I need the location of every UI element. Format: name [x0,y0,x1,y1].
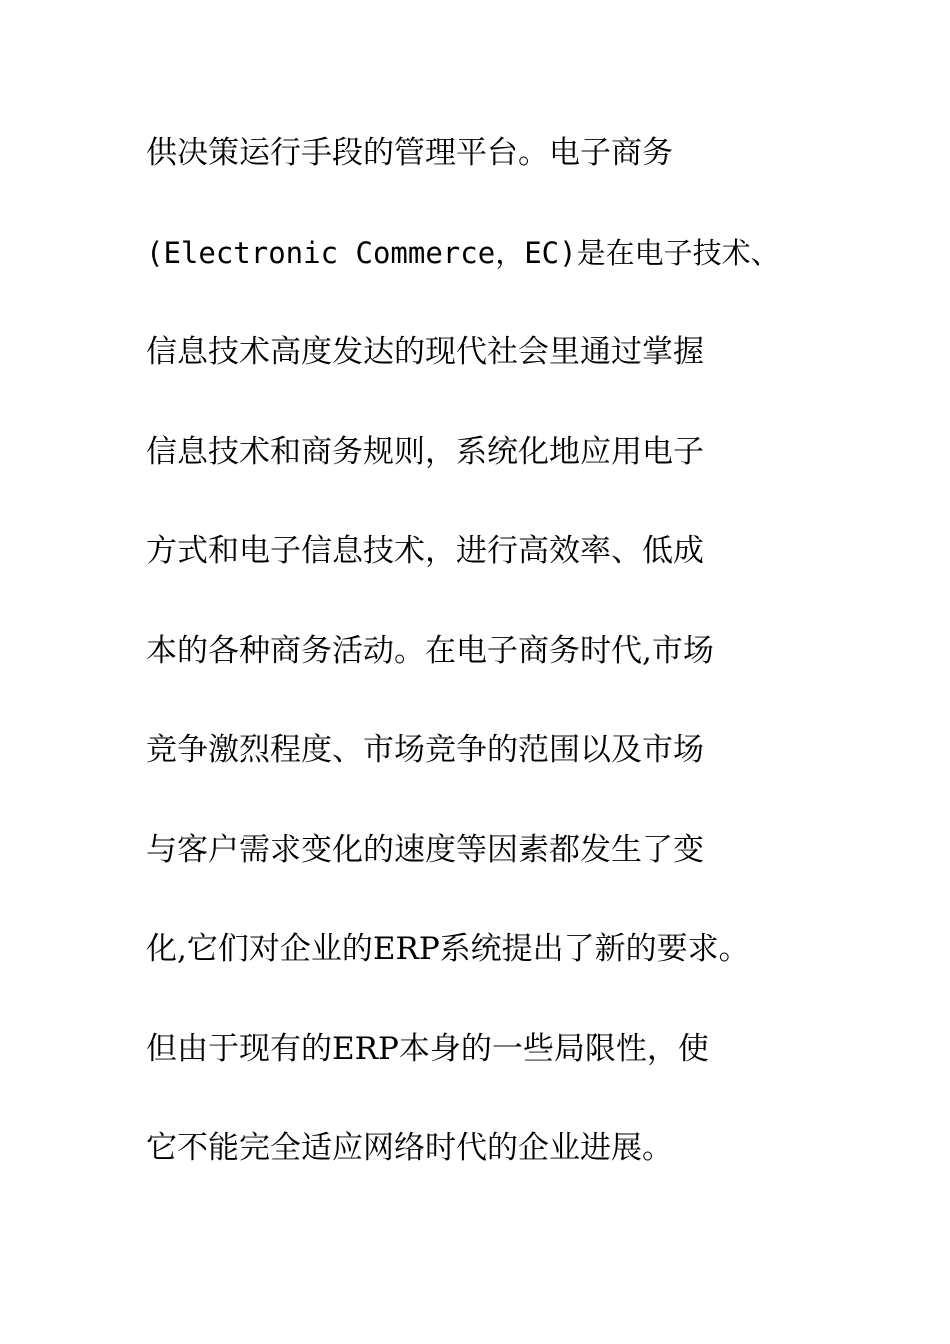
text-line: 但由于现有的ERP本身的一些局限性，使 [146,1030,709,1067]
text-line: 与客户需求变化的速度等因素都发生了变 [146,831,704,868]
text-line: 化,它们对企业的ERP系统提出了新的要求。 [146,931,750,967]
text-line: 供决策运行手段的管理平台。电子商务 [146,135,673,171]
text-line: 它不能完全适应网络时代的企业进展。 [146,1130,673,1166]
text-line: 方式和电子信息技术，进行高效率、低成 [146,533,704,569]
body-paragraph [146,122,846,1217]
text-line: (Electronic Commerce，EC)是在电子技术、 [146,235,780,270]
text-line: 本的各种商务活动。在电子商务时代,市场 [146,632,714,669]
text-line: 竞争激烈程度、市场竞争的范围以及市场 [146,732,704,768]
text-line: 信息技术高度发达的现代社会里通过掌握 [146,334,704,370]
text-line: 信息技术和商务规则，系统化地应用电子 [146,433,704,470]
